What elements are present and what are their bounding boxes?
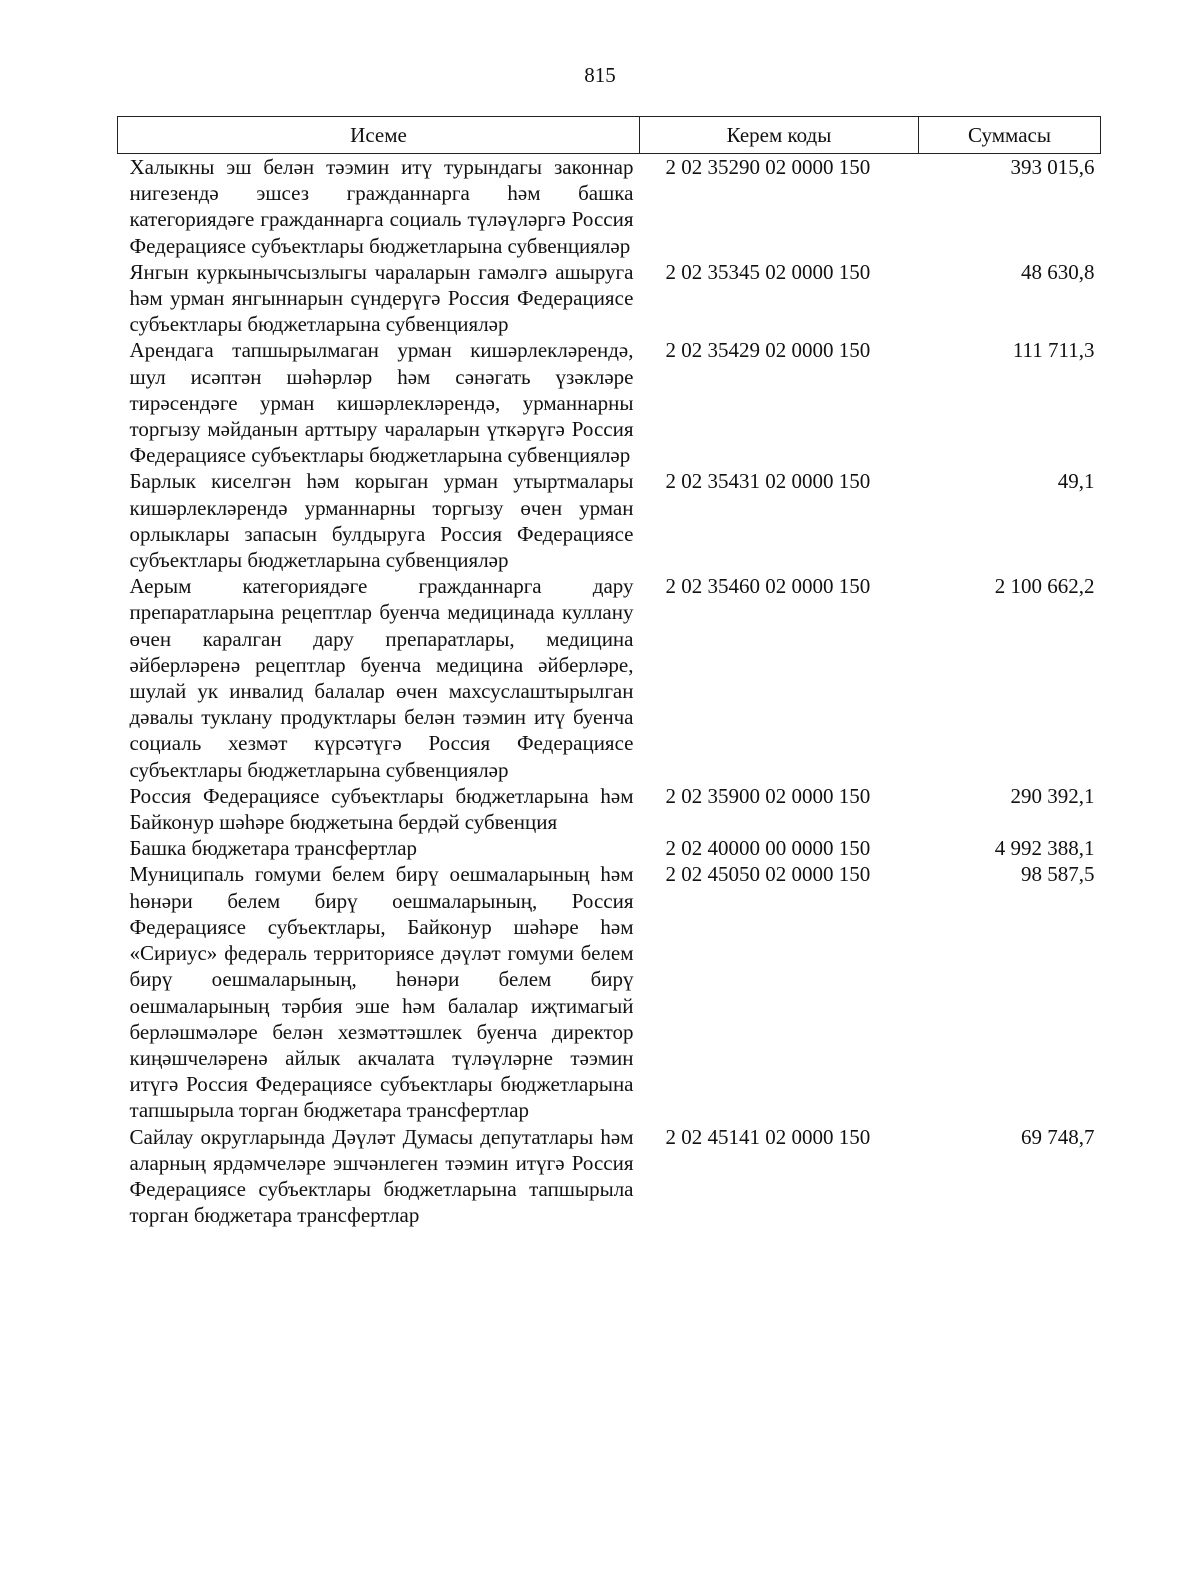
table-row bbox=[118, 259, 1101, 338]
row-sum: 111 711,3 bbox=[1012, 338, 1095, 363]
row-sum: 290 392,1 bbox=[1010, 783, 1095, 808]
table-row bbox=[118, 861, 1101, 1123]
table-row bbox=[118, 337, 1101, 468]
row-code: 2 02 35900 02 0000 150 bbox=[665, 783, 871, 808]
row-name: Халыкны эш белән тәэмин итү турындагы законнар нигезендә эшсез гражданнарга һәм башка категориядәге гражданнарга социаль түләүләргә Россия Федерациясе субъектлары бюджетларына субвенцияләр bbox=[129, 155, 634, 258]
row-code: 2 02 35345 02 0000 150 bbox=[665, 259, 871, 284]
row-name: Арендага тапшырылмаган урман кишәрлекләрендә, шул исәптән шәһәрләр һәм сәнәгать үзәкләре тирәсендәге урман кишәрлекләрендә, урманнарны торгызу мәйданын арттыру чараларын үткәрүгә Россия Федерациясе субъектлары бюджетларына субвенцияләр bbox=[129, 338, 634, 468]
row-sum: 69 748,7 bbox=[1021, 1124, 1095, 1149]
table-row bbox=[118, 154, 1101, 259]
row-name: Барлык киселгән һәм корыган урман утыртмалары кишәрлекләрендә урманнарны торгызу өчен урман орлыклары запасын булдыруга Россия Федерациясе субъектлары бюджетларына субвенцияләр bbox=[129, 469, 634, 573]
row-sum: 2 100 662,2 bbox=[994, 574, 1095, 599]
column-header-name: Исеме bbox=[118, 117, 640, 154]
table-row bbox=[118, 1124, 1101, 1229]
row-name: Башка бюджетара трансфертлар bbox=[129, 836, 418, 861]
table-header-row bbox=[118, 117, 1101, 154]
table-row bbox=[118, 783, 1101, 835]
row-sum: 98 587,5 bbox=[1021, 862, 1095, 887]
row-code: 2 02 45141 02 0000 150 bbox=[665, 1124, 871, 1149]
row-name: Россия Федерациясе субъектлары бюджетларына һәм Байконур шәһәре бюджетына бердәй субвенция bbox=[129, 783, 634, 835]
table-row bbox=[118, 573, 1101, 783]
row-code: 2 02 35460 02 0000 150 bbox=[665, 574, 871, 599]
row-code: 2 02 40000 00 0000 150 bbox=[665, 836, 871, 861]
row-name: Сайлау округларында Дәүләт Думасы депутатлары һәм аларның ярдәмчеләре эшчәнлеген тәэмин итүгә Россия Федерациясе субъектлары бюджетларына тапшырыла торган бюджетара трансфертлар bbox=[129, 1124, 634, 1228]
page-number: 815 bbox=[584, 63, 616, 87]
table-row bbox=[118, 835, 1101, 861]
row-sum: 48 630,8 bbox=[1021, 259, 1095, 284]
table-row bbox=[118, 468, 1101, 573]
row-code: 2 02 35431 02 0000 150 bbox=[665, 469, 871, 494]
row-name: Муниципаль гомуми белем бирү оешмаларының һәм һөнәри белем бирү оешмаларының, Россия Федерациясе субъектлары, Байконур шәһәре һәм «Сириус» федераль территориясе дәүләт гомуми белем бирү оешмаларының, һөнәри белем бирү оешмаларының тәрбия эше һәм балалар иҗтимагый берләшмәләре белән хезмәттәшлек буенча директор киңәшчеләренә айлык акчалата түләүләрне тәэмин итүгә Россия Федерациясе субъектлары бюджетларына тапшырыла торган бюджетара трансфертлар bbox=[129, 862, 634, 1123]
row-sum: 49,1 bbox=[1057, 469, 1095, 494]
row-code: 2 02 45050 02 0000 150 bbox=[665, 862, 871, 887]
column-header-code: Керем коды bbox=[640, 117, 919, 154]
row-name: Янгын куркынычсызлыгы чараларын гамәлгә ашыруга һәм урман янгыннарын сүндерүгә Россия Федерациясе субъектлары бюджетларына субвенцияләр bbox=[129, 259, 634, 337]
row-code: 2 02 35429 02 0000 150 bbox=[665, 338, 871, 363]
budget-table bbox=[117, 116, 1101, 1228]
row-sum: 4 992 388,1 bbox=[994, 836, 1095, 861]
row-sum: 393 015,6 bbox=[1010, 155, 1095, 179]
row-name: Аерым категориядәге гражданнарга дару препаратларына рецептлар буенча медицинада куллану өчен каралган дару препаратлары, медицина әйберләренә рецептлар буенча медицина әйберләре, шулай ук инвалид балалар өчен махсуслаштырылган дәвалы туклану продуктлары белән тәэмин итү буенча социаль хезмәт күрсәтүгә Россия Федерациясе субъектлары бюджетларына субвенцияләр bbox=[129, 574, 634, 782]
column-header-sum: Суммасы bbox=[919, 117, 1101, 154]
row-code: 2 02 35290 02 0000 150 bbox=[665, 155, 871, 179]
